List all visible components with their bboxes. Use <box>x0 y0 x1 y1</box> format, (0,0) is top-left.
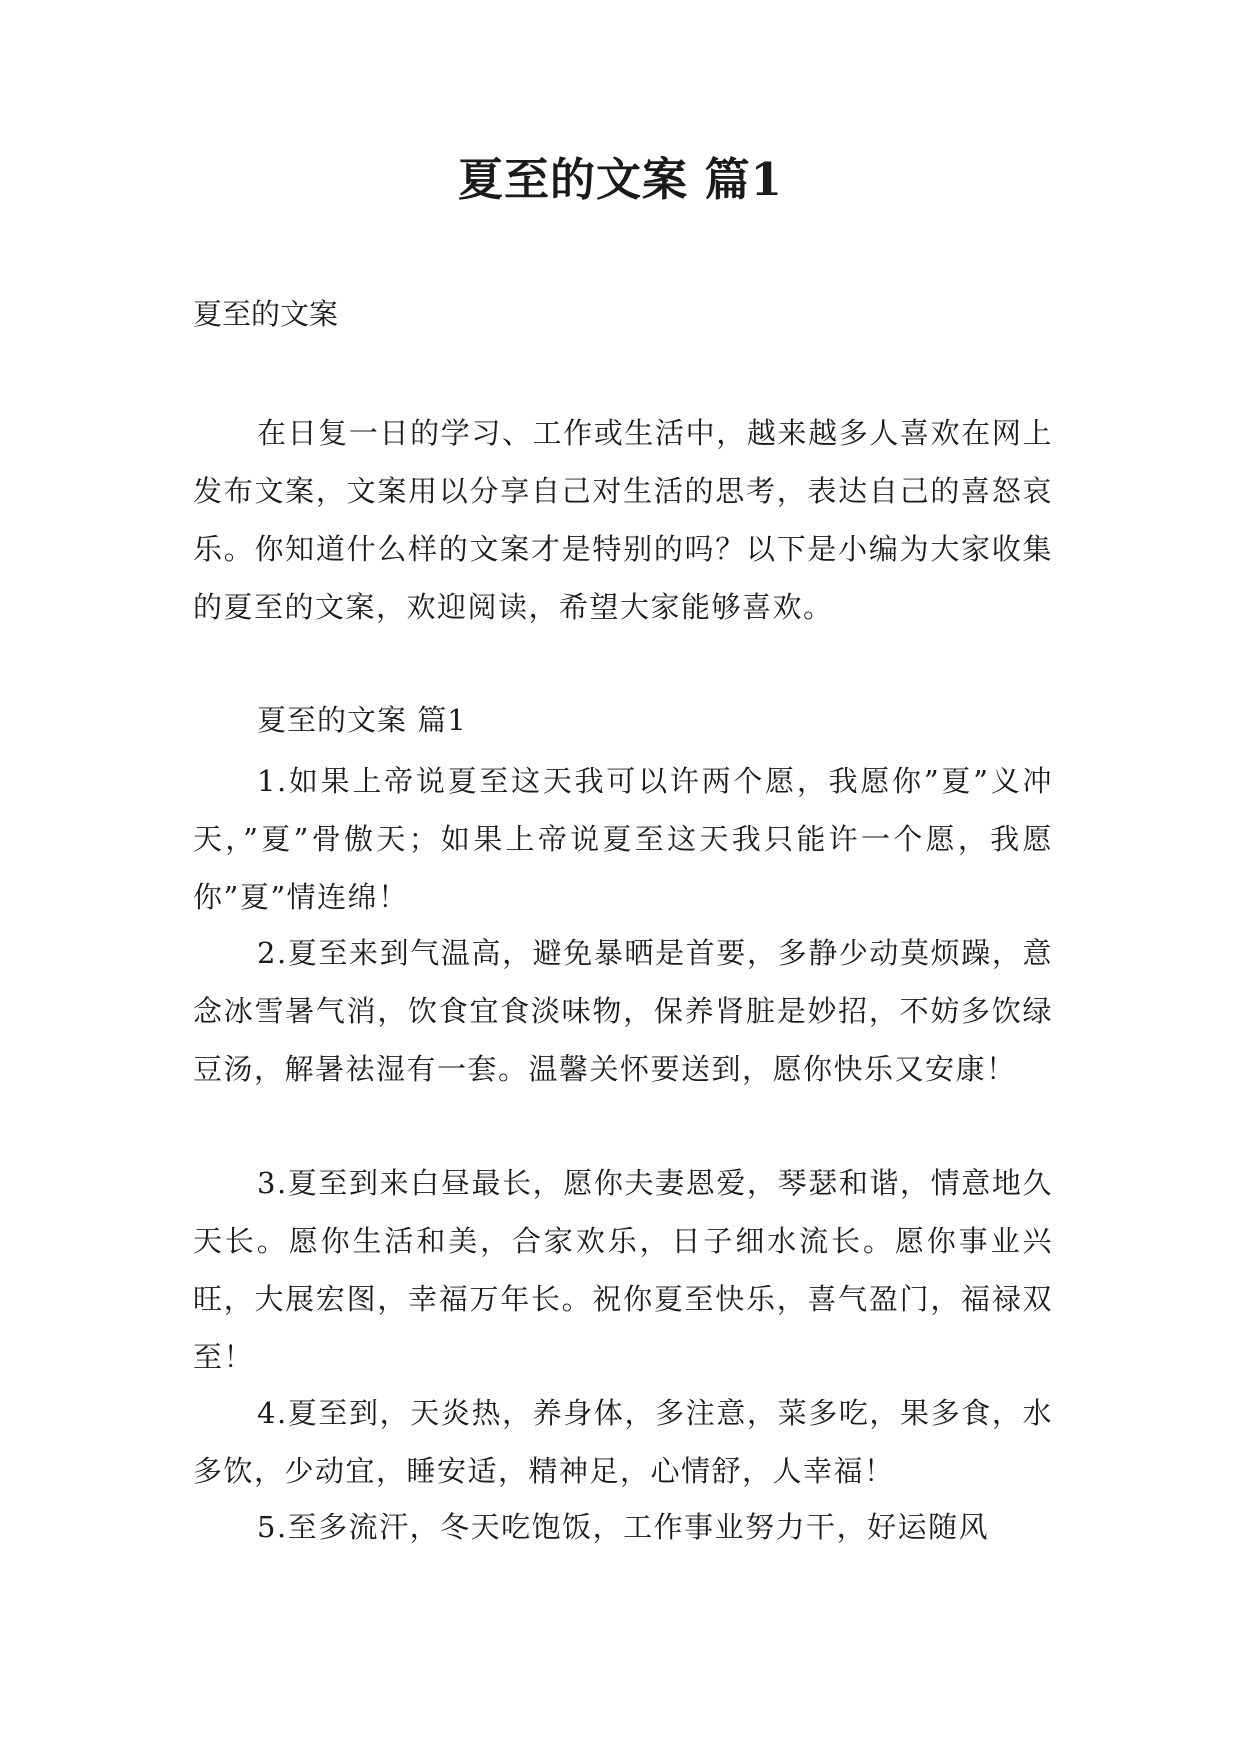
list-item: 3.夏至到来白昼最长，愿你夫妻恩爱，琴瑟和谐，情意地久天长。愿你生活和美，合家欢乐，日子细水流长。愿你事业兴旺，大展宏图，幸福万年长。祝你夏至快乐，喜气盈门，福禄双至！ <box>193 1166 1053 1374</box>
list-item: 4.夏至到，天炎热，养身体，多注意，菜多吃，果多食，水多饮，少动宜，睡安适，精神足，心情舒，人幸福！ <box>193 1396 1053 1488</box>
list-item: 5.至多流汗，冬天吃饱饭，工作事业努力干，好运随风 <box>257 1510 990 1544</box>
list-item: 1.如果上帝说夏至这天我可以许两个愿，我愿你”夏”义冲天，”夏”骨傲天；如果上帝说夏至这天我只能许一个愿，我愿你”夏”情连绵！ <box>193 764 1053 914</box>
list-item: 2.夏至来到气温高，避免暴晒是首要，多静少动莫烦躁，意念冰雪暑气消，饮食宜食淡味物，保养肾脏是妙招，不妨多饮绿豆汤，解暑祛湿有一套。温馨关怀要送到，愿你快乐又安康！ <box>193 936 1053 1086</box>
document-title: 夏至的文案 篇1 <box>458 153 783 206</box>
section-heading: 夏至的文案 篇1 <box>257 703 467 737</box>
document-subtitle: 夏至的文案 <box>193 297 339 331</box>
intro-paragraph: 在日复一日的学习、工作或生活中，越来越多人喜欢在网上发布文案，文案用以分享自己对生活的思考，表达自己的喜怒哀乐。你知道什么样的文案才是特别的吗？以下是小编为大家收集的夏至的文案，欢迎阅读，希望大家能够喜欢。 <box>193 416 1053 624</box>
